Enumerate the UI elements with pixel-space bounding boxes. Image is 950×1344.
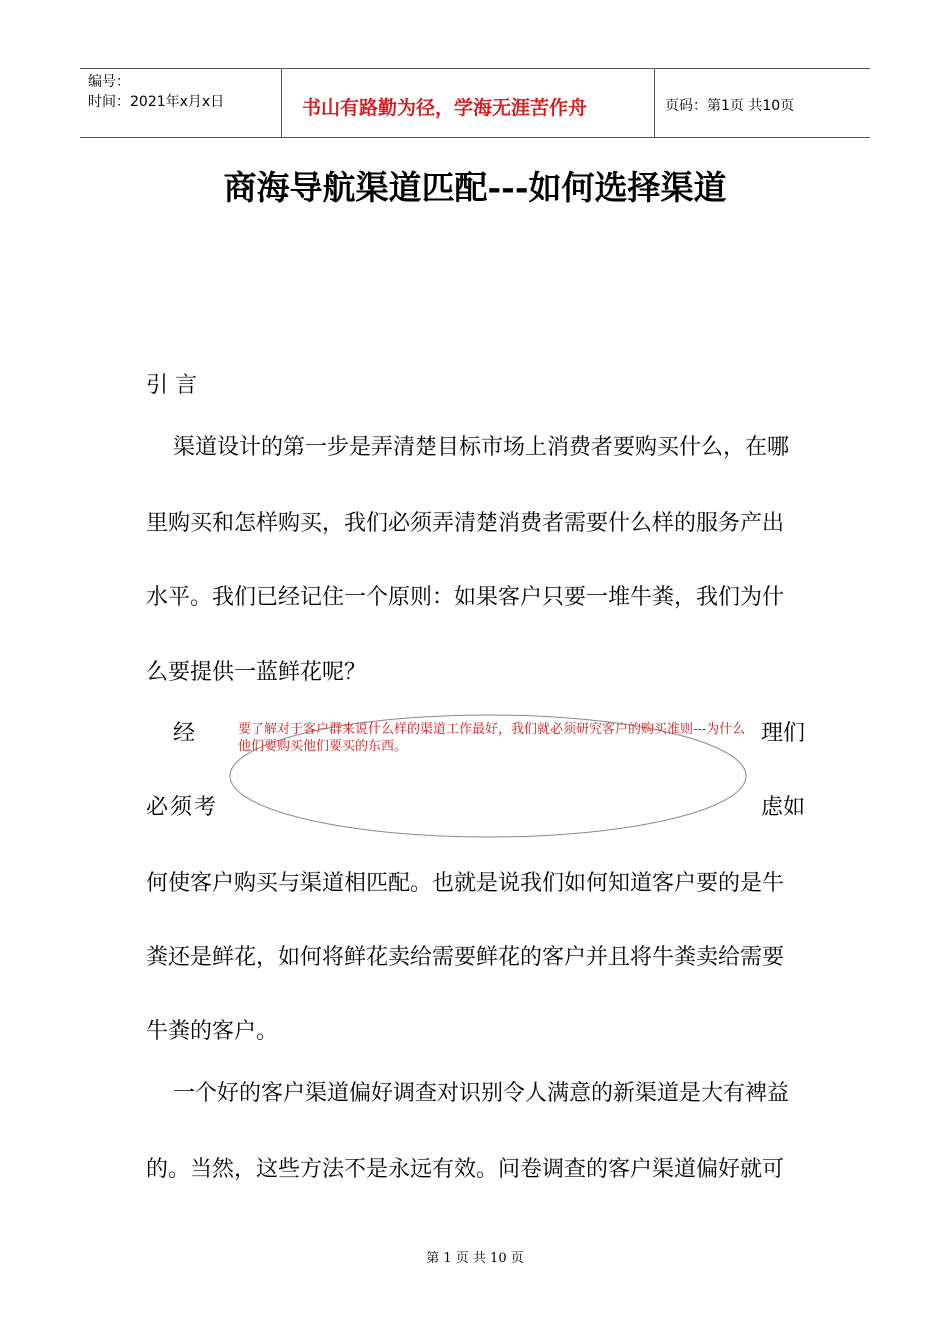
paragraph1-line3: 水平。我们已经记住一个原则：如果客户只要一堆牛粪，我们为什	[146, 585, 785, 610]
comment-annotation: 要了解对于客户群来说什么样的渠道工作最好，我们就必须研究客户的购买准则---为什么他们要购买他们要买的东西。	[238, 722, 746, 754]
paragraph1-line4: 么要提供一蓝鲜花呢？	[146, 660, 367, 685]
paragraph2-line3: 何使客户购买与渠道相匹配。也就是说我们如何知道客户要的是牛	[146, 871, 785, 896]
paragraph2-line1-end: 理们	[761, 721, 806, 746]
section-heading: 引 言	[146, 373, 197, 398]
paragraph3-line2: 的。当然，这些方法不是永远有效。问卷调查的客户渠道偏好就可	[146, 1157, 785, 1182]
paragraph2-line5: 牛粪的客户。	[146, 1019, 279, 1044]
time-label: 时间：2021年x月x日	[88, 94, 225, 110]
document-title: 商海导航渠道匹配---如何选择渠道	[223, 168, 727, 207]
paragraph2-line4: 粪还是鲜花，如何将鲜花卖给需要鲜花的客户并且将牛粪卖给需要	[146, 945, 785, 970]
header-left-cell	[80, 69, 282, 137]
paragraph2-line2-end: 虑如	[761, 795, 806, 820]
paragraph1-line2: 里购买和怎样购买，我们必须弄清楚消费者需要什么样的服务产出	[146, 511, 785, 536]
header-middle-cell	[282, 69, 655, 137]
page-info: 页码：第1页 共10页	[665, 98, 795, 114]
header-table	[80, 68, 870, 138]
motto: 书山有路勤为径，学海无涯苦作舟	[302, 97, 588, 119]
page-footer: 第 1 页 共 10 页	[426, 1251, 524, 1266]
paragraph2-line1-start: 经	[173, 721, 196, 746]
paragraph2-line2-start: 必须考	[146, 795, 219, 820]
number-label: 编号：	[88, 74, 130, 90]
paragraph3-line1: 一个好的客户渠道偏好调查对识别令人满意的新渠道是大有裨益	[173, 1081, 790, 1106]
paragraph1-line1: 渠道设计的第一步是弄清楚目标市场上消费者要购买什么，在哪	[173, 435, 790, 460]
header-right-cell	[655, 69, 870, 137]
